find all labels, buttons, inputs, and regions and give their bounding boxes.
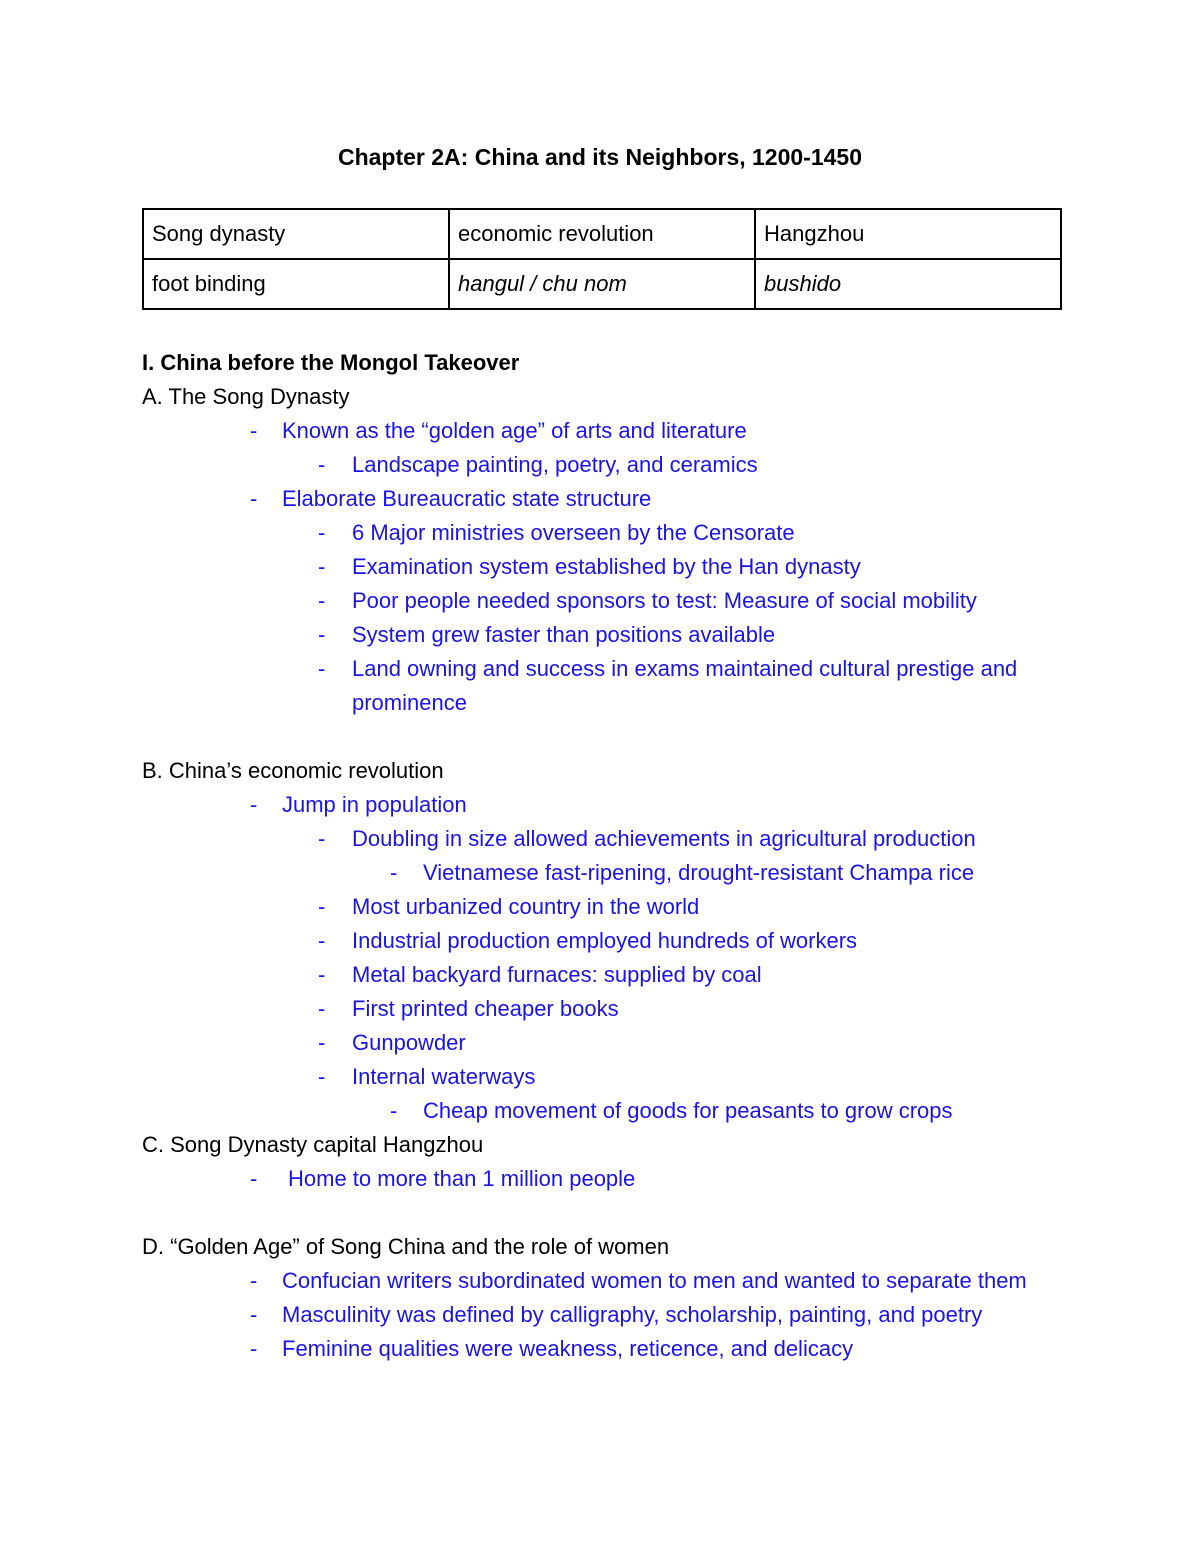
table-cell: hangul / chu nom <box>449 259 755 309</box>
list-item-text: Home to more than 1 million people <box>288 1166 636 1191</box>
section-heading: I. China before the Mongol Takeover <box>142 350 520 375</box>
list-item <box>142 924 1072 958</box>
bullet-dash: - <box>318 1064 326 1089</box>
bullet-dash: - <box>318 1030 326 1055</box>
subsection-heading: B. China’s economic revolution <box>142 758 444 783</box>
bullet-dash: - <box>318 554 326 579</box>
list-item <box>142 1026 1072 1060</box>
bullet-dash: - <box>250 1302 258 1327</box>
bullet-dash: - <box>250 486 258 511</box>
bullet-dash: - <box>318 826 326 851</box>
bullet-dash: - <box>318 894 326 919</box>
subsection-heading: A. The Song Dynasty <box>142 384 350 409</box>
table-cell: Song dynasty <box>143 209 449 259</box>
list-item <box>142 652 1067 720</box>
list-item <box>142 788 1072 822</box>
list-item <box>142 550 1072 584</box>
list-item <box>142 856 1072 890</box>
list-item <box>142 618 1072 652</box>
list-item <box>142 1332 1072 1366</box>
list-item <box>142 584 1072 618</box>
bullet-dash: - <box>318 656 326 681</box>
bullet-dash: - <box>250 1336 258 1361</box>
list-item-text: Doubling in size allowed achievements in agricultural production <box>352 826 976 851</box>
list-item-text: Jump in population <box>282 792 467 817</box>
bullet-dash: - <box>318 996 326 1021</box>
list-item-text: Elaborate Bureaucratic state structure <box>282 486 652 511</box>
bullet-dash: - <box>318 452 326 477</box>
notes-outline <box>142 346 1072 1366</box>
list-item-text: Industrial production employed hundreds of workers <box>352 928 858 953</box>
list-item <box>142 890 1072 924</box>
list-item <box>142 958 1072 992</box>
list-item-text: Confucian writers subordinated women to men and wanted to separate them <box>282 1268 1027 1293</box>
bullet-dash: - <box>390 1098 398 1123</box>
list-item <box>142 1264 1027 1298</box>
table-cell: economic revolution <box>449 209 755 259</box>
list-item <box>142 992 1072 1026</box>
table-cell: Hangzhou <box>755 209 1061 259</box>
list-item <box>142 1060 1072 1094</box>
table-cell: foot binding <box>143 259 449 309</box>
bullet-dash: - <box>250 1166 258 1191</box>
list-item <box>142 516 1072 550</box>
list-item <box>142 448 1072 482</box>
bullet-dash: - <box>318 588 326 613</box>
table-row <box>143 209 1061 259</box>
list-item-text: Cheap movement of goods for peasants to grow crops <box>423 1098 953 1123</box>
list-item-text: Internal waterways <box>352 1064 536 1089</box>
list-item-text: Land owning and success in exams maintained cultural prestige and prominence <box>352 656 1018 715</box>
list-item-text: System grew faster than positions available <box>352 622 776 647</box>
subsection-heading: D. “Golden Age” of Song China and the role of women <box>142 1234 670 1259</box>
table-row <box>143 259 1061 309</box>
list-item <box>142 414 1072 448</box>
list-item <box>142 1094 1072 1128</box>
list-item-text: Poor people needed sponsors to test: Measure of social mobility <box>352 588 977 613</box>
page-title: Chapter 2A: China and its Neighbors, 1200-1450 <box>337 144 863 170</box>
list-item-text: 6 Major ministries overseen by the Censorate <box>352 520 795 545</box>
table-cell: bushido <box>755 259 1061 309</box>
bullet-dash: - <box>318 928 326 953</box>
list-item-text: Known as the “golden age” of arts and literature <box>282 418 747 443</box>
list-item-text: Metal backyard furnaces: supplied by coal <box>352 962 762 987</box>
list-item-text: First printed cheaper books <box>352 996 619 1021</box>
list-item-text: Most urbanized country in the world <box>352 894 700 919</box>
list-item-text: Vietnamese fast-ripening, drought-resistant Champa rice <box>423 860 975 885</box>
list-item <box>142 1162 1072 1196</box>
list-item-text: Masculinity was defined by calligraphy, scholarship, painting, and poetry <box>282 1302 983 1327</box>
bullet-dash: - <box>318 622 326 647</box>
bullet-dash: - <box>250 792 258 817</box>
spacer <box>142 1196 1072 1230</box>
list-item <box>142 482 1072 516</box>
list-item-text: Feminine qualities were weakness, reticence, and delicacy <box>282 1336 854 1361</box>
subsection-heading: C. Song Dynasty capital Hangzhou <box>142 1132 484 1157</box>
key-terms-table <box>142 208 1062 310</box>
list-item-text: Examination system established by the Han dynasty <box>352 554 861 579</box>
bullet-dash: - <box>318 962 326 987</box>
list-item <box>142 822 1072 856</box>
bullet-dash: - <box>250 1268 258 1293</box>
list-item-text: Gunpowder <box>352 1030 466 1055</box>
list-item-text: Landscape painting, poetry, and ceramics <box>352 452 758 477</box>
bullet-dash: - <box>250 418 258 443</box>
spacer <box>142 720 1072 754</box>
bullet-dash: - <box>318 520 326 545</box>
list-item <box>142 1298 1072 1332</box>
bullet-dash: - <box>390 860 398 885</box>
